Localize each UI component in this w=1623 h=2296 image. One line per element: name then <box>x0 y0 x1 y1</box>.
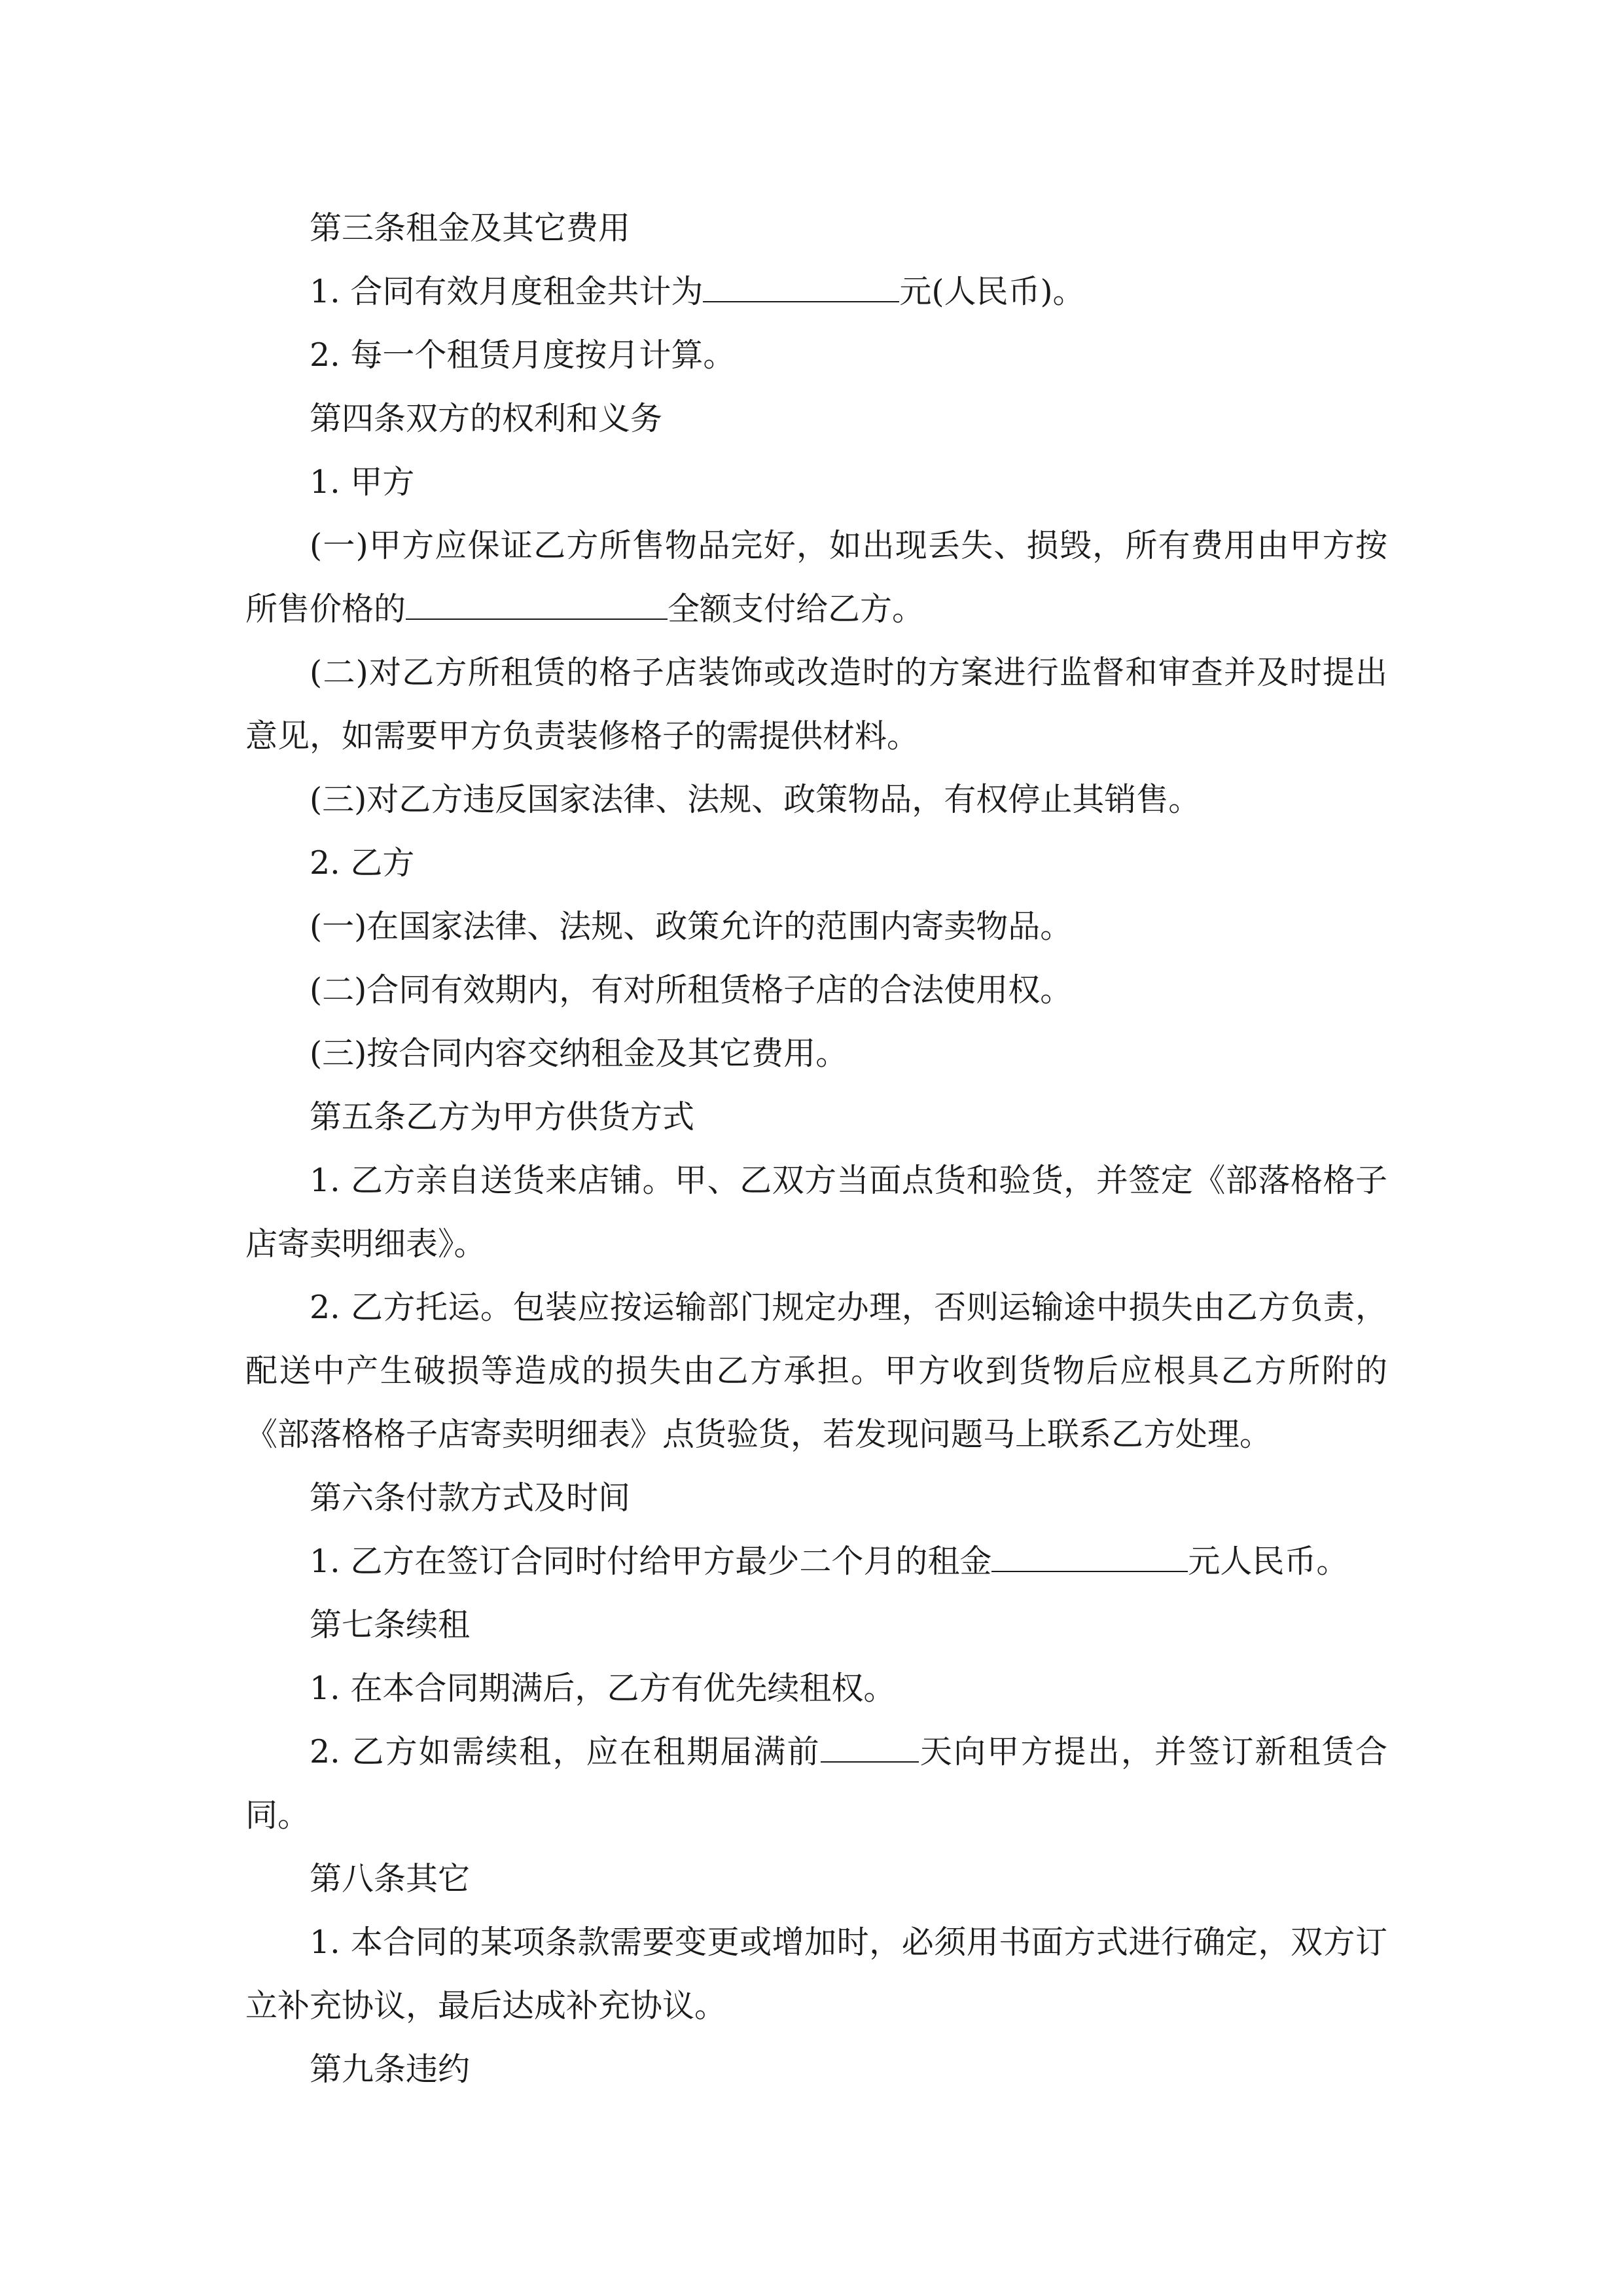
article-5-heading: 第五条乙方为甲方供货方式 <box>310 1098 695 1136</box>
article-4-party-a-heading: 1. 甲方 <box>310 463 415 501</box>
article-3-clause-1 <box>245 260 1387 323</box>
article-8-clause-1: 1. 本合同的某项条款需要变更或增加时，必须用书面方式进行确定，双方订立补充协议，最后达成补充协议。 <box>245 1924 1387 2024</box>
article-4-heading: 第四条双方的权利和义务 <box>310 400 663 437</box>
article-6-heading: 第六条付款方式及时间 <box>310 1479 631 1516</box>
article-3-clause-2: 2. 每一个租赁月度按月计算。 <box>310 336 736 374</box>
article-7-clause-2 <box>245 1720 1387 1847</box>
article-4-party-b-item-2: (二)合同有效期内，有对所租赁格子店的合法使用权。 <box>310 971 1073 1009</box>
article-3-heading: 第三条租金及其它费用 <box>310 209 631 247</box>
article-4-party-a-item-2: (二)对乙方所租赁的格子店装饰或改造时的方案进行监督和审查并及时提出意见，如需要甲方负责装修格子的需提供材料。 <box>245 654 1387 755</box>
article-7-heading: 第七条续租 <box>310 1606 471 1643</box>
article-5-clause-2: 2. 乙方托运。包装应按运输部门规定办理，否则运输途中损失由乙方负责，配送中产生破损等造成的损失由乙方承担。甲方收到货物后应根具乙方所附的《部落格格子店寄卖明细表》点货验货，若发现问题马上联系乙方处理。 <box>245 1289 1387 1453</box>
clause-text: 1. 合同有效月度租金共计为 <box>310 273 704 310</box>
contract-body <box>245 196 1387 2101</box>
article-5-clause-1: 1. 乙方亲自送货来店铺。甲、乙双方当面点货和验货，并签定《部落格格子店寄卖明细表》。 <box>245 1162 1387 1263</box>
article-7-clause-1: 1. 在本合同期满后，乙方有优先续租权。 <box>310 1670 896 1707</box>
article-6-clause-1 <box>245 1530 1387 1593</box>
article-9-heading: 第九条违约 <box>310 2051 471 2088</box>
clause-text: 元(人民币)。 <box>899 273 1085 310</box>
price-ratio-blank <box>406 584 668 620</box>
article-8-heading: 第八条其它 <box>310 1860 471 1897</box>
clause-text: 元人民币。 <box>1188 1543 1349 1580</box>
article-4-party-b-heading: 2. 乙方 <box>310 844 415 882</box>
article-4-party-a-item-1 <box>245 514 1387 641</box>
deposit-rent-blank <box>991 1537 1188 1572</box>
clause-text: 天向甲方提出，并签订新租赁合同。 <box>245 1733 1387 1834</box>
article-4-party-b-item-3: (三)按合同内容交纳租金及其它费用。 <box>310 1035 848 1072</box>
monthly-rent-blank <box>703 267 899 302</box>
clause-text: 全额支付给乙方。 <box>668 590 925 628</box>
clause-text: 1. 乙方在签订合同时付给甲方最少二个月的租金 <box>310 1543 992 1580</box>
clause-text: 2. 乙方如需续租，应在租期届满前 <box>310 1733 821 1770</box>
clause-text: (一)甲方应保证乙方所售物品完好，如出现丢失、损毁，所有费用由甲方按所售价格的 <box>245 527 1387 628</box>
article-4-party-b-item-1: (一)在国家法律、法规、政策允许的范围内寄卖物品。 <box>310 908 1073 945</box>
notice-days-blank <box>821 1727 919 1763</box>
article-4-party-a-item-3: (三)对乙方违反国家法律、法规、政策物品，有权停止其销售。 <box>310 781 1201 818</box>
